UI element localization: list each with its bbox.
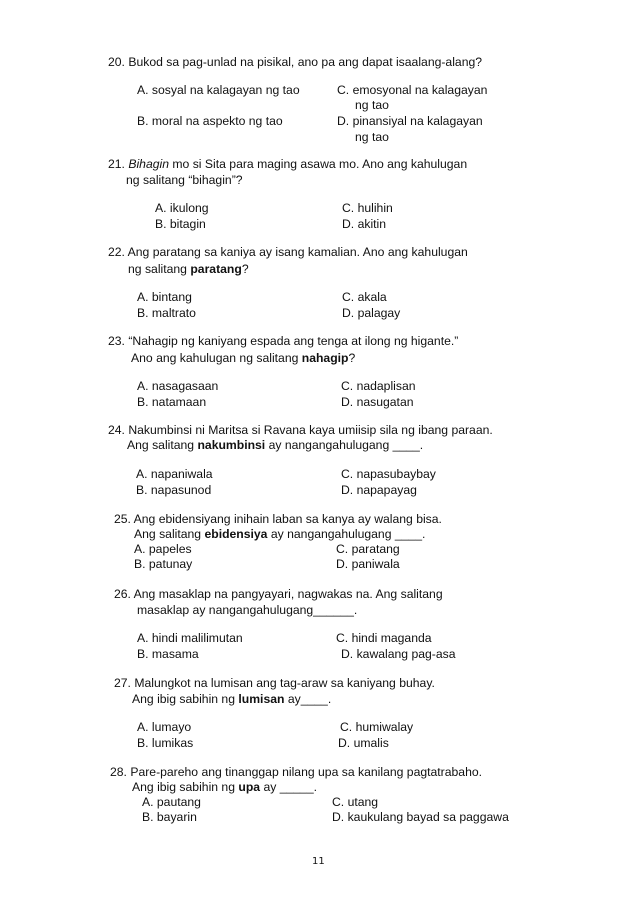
question-23-stem-suffix: ? (348, 351, 356, 365)
question-22-option-a: A. bintang (137, 290, 192, 304)
question-22-stem-prefix: ng salitang (128, 262, 191, 276)
question-25-stem-suffix: ay nangangahulugang ____. (267, 527, 426, 541)
question-26-stem: 26. Ang masaklap na pangyayari, nagwakas na. Ang salitang (114, 587, 443, 601)
question-24-option-a: A. napaniwala (136, 467, 213, 481)
question-24-option-c: C. napasubaybay (341, 467, 436, 481)
question-27-stem: 27. Malungkot na lumisan ang tag-araw sa kaniyang buhay. (114, 676, 435, 690)
question-20-option-b: B. moral na aspekto ng tao (137, 114, 283, 128)
question-22-stem: 22. Ang paratang sa kaniya ay isang kamalian. Ano ang kahulugan (108, 245, 468, 259)
question-20-option-c-cont: ng tao (355, 98, 389, 112)
question-22-keyword: paratang (190, 262, 242, 276)
question-23-option-a: A. nasagasaan (137, 379, 219, 393)
question-22-option-b: B. maltrato (137, 306, 196, 320)
question-26-option-b: B. masama (137, 647, 199, 661)
question-21-option-a: A. ikulong (155, 201, 209, 215)
question-24-option-b: B. napasunod (136, 483, 212, 497)
question-21-stem (108, 157, 467, 171)
question-28-stem-suffix: ay _____. (260, 780, 317, 794)
question-27-option-d: D. umalis (338, 736, 389, 750)
question-25-option-b: B. patunay (134, 557, 193, 571)
question-26-stem-line2: masaklap ay nangangahulugang______. (137, 603, 358, 617)
question-25-keyword: ebidensiya (204, 527, 268, 541)
question-23-option-c: C. nadaplisan (341, 379, 416, 393)
question-23-option-d: D. nasugatan (341, 395, 414, 409)
question-27-option-b: B. lumikas (137, 736, 194, 750)
question-21-stem-rest: mo si Sita para maging asawa mo. Ano ang kahulugan (169, 157, 468, 171)
question-26-option-a: A. hindi malilimutan (137, 631, 243, 645)
question-23-stem: 23. “Nahagip ng kaniyang espada ang tenga at ilong ng higante.” (108, 334, 459, 348)
question-24-option-d: D. napapayag (341, 483, 417, 497)
question-25-stem-prefix: Ang salitang (134, 527, 205, 541)
question-23-option-b: B. natamaan (137, 395, 207, 409)
question-26-option-c: C. hindi maganda (336, 631, 432, 645)
question-27-option-c: C. humiwalay (340, 720, 414, 734)
question-21-stem-line2: ng salitang “bihagin”? (126, 173, 243, 187)
question-28-option-d: D. kaukulang bayad sa paggawa (332, 810, 509, 824)
question-25-stem-line2 (134, 527, 425, 541)
question-25-option-a: A. papeles (134, 542, 192, 556)
question-28-stem-line2 (132, 780, 317, 794)
question-20-option-a: A. sosyal na kalagayan ng tao (137, 83, 300, 97)
question-24-stem-line2 (127, 438, 423, 452)
question-22-stem-line2 (128, 262, 249, 276)
question-23-stem-prefix: Ano ang kahulugan ng salitang (131, 351, 302, 365)
question-20-stem: 20. Bukod sa pag-unlad na pisikal, ano pa ang dapat isaalang-alang? (108, 55, 483, 69)
question-22-stem-suffix: ? (241, 262, 249, 276)
page-number: 11 (312, 856, 325, 867)
question-20-option-d: D. pinansiyal na kalagayan (337, 114, 483, 128)
question-21-option-b: B. bitagin (155, 217, 206, 231)
question-27-stem-suffix: ay____. (284, 692, 332, 706)
question-28-stem-prefix: Ang ibig sabihin ng (132, 780, 239, 794)
question-23-keyword: nahagip (301, 351, 349, 365)
question-26-option-d: D. kawalang pag-asa (341, 647, 456, 661)
question-22-option-c: C. akala (342, 290, 387, 304)
question-28-option-c: C. utang (332, 795, 379, 809)
question-20-option-d-cont: ng tao (355, 130, 389, 144)
question-22-option-d: D. palagay (342, 306, 401, 320)
question-24-stem-suffix: ay nangangahulugang ____. (265, 438, 424, 452)
question-24-stem: 24. Nakumbinsi ni Maritsa si Ravana kaya umiisip sila ng ibang paraan. (108, 423, 493, 437)
question-24-keyword: nakumbinsi (197, 438, 266, 452)
question-25-option-c: C. paratang (336, 542, 400, 556)
question-25-stem: 25. Ang ebidensiyang inihain laban sa kanya ay walang bisa. (114, 512, 442, 526)
question-21-number: 21. (108, 157, 129, 171)
question-28-stem: 28. Pare-pareho ang tinanggap nilang upa sa kanilang pagtatrabaho. (110, 765, 483, 779)
question-20-option-c: C. emosyonal na kalagayan (337, 83, 488, 97)
question-21-option-c: C. hulihin (342, 201, 393, 215)
question-28-keyword: upa (238, 780, 261, 794)
question-27-stem-line2 (132, 692, 331, 706)
question-23-stem-line2 (131, 351, 355, 365)
question-21-keyword: Bihagin (128, 157, 170, 171)
question-27-option-a: A. lumayo (137, 720, 192, 734)
question-27-stem-prefix: Ang ibig sabihin ng (132, 692, 239, 706)
question-28-option-a: A. pautang (142, 795, 201, 809)
question-28-option-b: B. bayarin (142, 810, 197, 824)
question-21-option-d: D. akitin (342, 217, 387, 231)
question-27-keyword: lumisan (238, 692, 285, 706)
question-25-option-d: D. paniwala (336, 557, 400, 571)
question-24-stem-prefix: Ang salitang (127, 438, 198, 452)
